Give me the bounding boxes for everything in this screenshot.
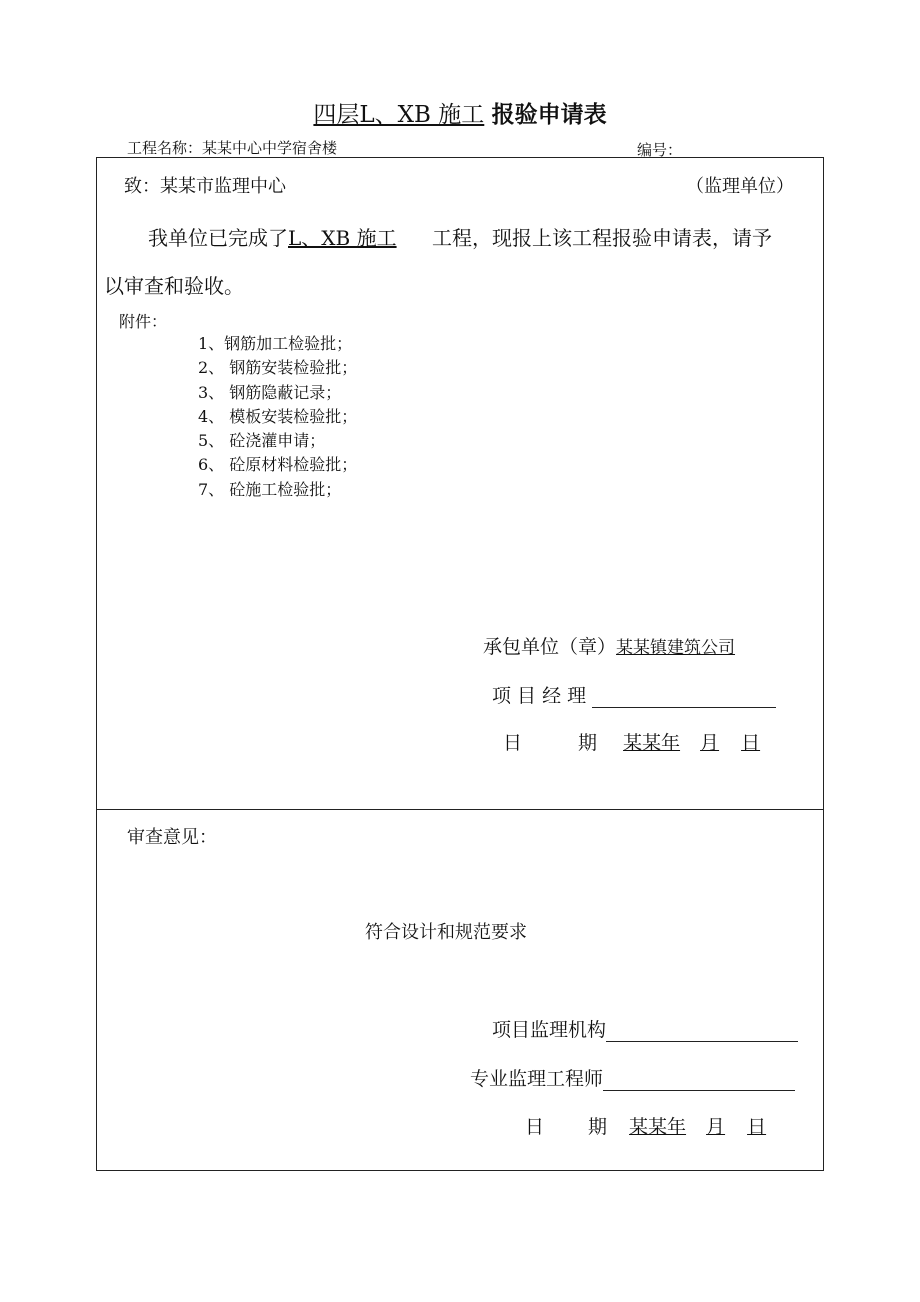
number-label: 编号： xyxy=(637,141,683,159)
title-form-name: 报验申请表 xyxy=(491,102,607,128)
to-label: 致： xyxy=(124,176,160,197)
review-date-value xyxy=(607,1116,766,1138)
date-day: 日 xyxy=(747,1116,767,1138)
date-label-day-char: 日 xyxy=(503,732,523,754)
body-after: 工程，现报上该工程报验申请表，请予 xyxy=(432,226,772,250)
attachment-item: 6、 砼原材料检验批； xyxy=(198,455,358,474)
to-name: 某某市监理中心 xyxy=(160,176,286,197)
application-body-line1 xyxy=(148,222,772,251)
attachment-item: 2、 钢筋安装检验批； xyxy=(198,358,358,377)
engineer-row xyxy=(470,1064,795,1091)
attachment-item: 7、 砼施工检验批； xyxy=(198,480,342,499)
contractor-row xyxy=(483,632,735,659)
review-date-row xyxy=(525,1112,766,1139)
supervision-org-row xyxy=(492,1015,798,1042)
application-body-line2: 以审查和验收。 xyxy=(104,274,244,298)
attachment-item: 5、 砼浇灌申请； xyxy=(198,431,326,450)
contractor-name: 某某镇建筑公司 xyxy=(616,638,736,658)
project-label: 工程名称： xyxy=(127,139,203,157)
body-before: 我单位已完成了 xyxy=(148,226,288,250)
project-name: 某某中心中学宿舍楼 xyxy=(202,139,338,157)
date-label-day-char: 日 xyxy=(525,1116,545,1138)
application-date-row xyxy=(503,728,760,755)
date-year: 某某年 xyxy=(623,732,681,754)
review-opinion-label: 审查意见： xyxy=(127,827,217,848)
application-date-value xyxy=(597,732,760,754)
review-opinion-text: 符合设计和规范要求 xyxy=(365,922,527,943)
section-divider xyxy=(96,809,824,810)
date-year: 某某年 xyxy=(629,1116,687,1138)
title-subject: 四层L、XB 施工 xyxy=(313,102,485,128)
date-day: 日 xyxy=(741,732,761,754)
engineer-label: 专业监理工程师 xyxy=(470,1068,604,1090)
supervision-org-label: 项目监理机构 xyxy=(492,1019,607,1041)
work-item: L、XB 施工 xyxy=(288,226,397,250)
date-month: 月 xyxy=(700,732,720,754)
manager-label: 项 目 经 理 xyxy=(492,685,587,707)
attachment-item: 1、钢筋加工检验批； xyxy=(198,334,353,353)
to-role: （监理单位） xyxy=(686,176,794,197)
date-label-period-char: 期 xyxy=(578,732,598,754)
contractor-label: 承包单位（章） xyxy=(483,636,617,658)
page-title xyxy=(0,96,920,129)
manager-row xyxy=(492,681,776,708)
attachment-item: 4、 模板安装检验批； xyxy=(198,407,358,426)
manager-signature-line xyxy=(592,685,776,708)
date-label-period-char: 期 xyxy=(588,1116,608,1138)
attachments-label: 附件： xyxy=(119,312,168,331)
project-name-row xyxy=(127,137,337,158)
supervision-org-signature-line xyxy=(606,1019,798,1042)
engineer-signature-line xyxy=(603,1068,795,1091)
date-month: 月 xyxy=(706,1116,726,1138)
attachment-item: 3、 钢筋隐蔽记录； xyxy=(198,383,342,402)
addressee-row xyxy=(124,172,286,198)
